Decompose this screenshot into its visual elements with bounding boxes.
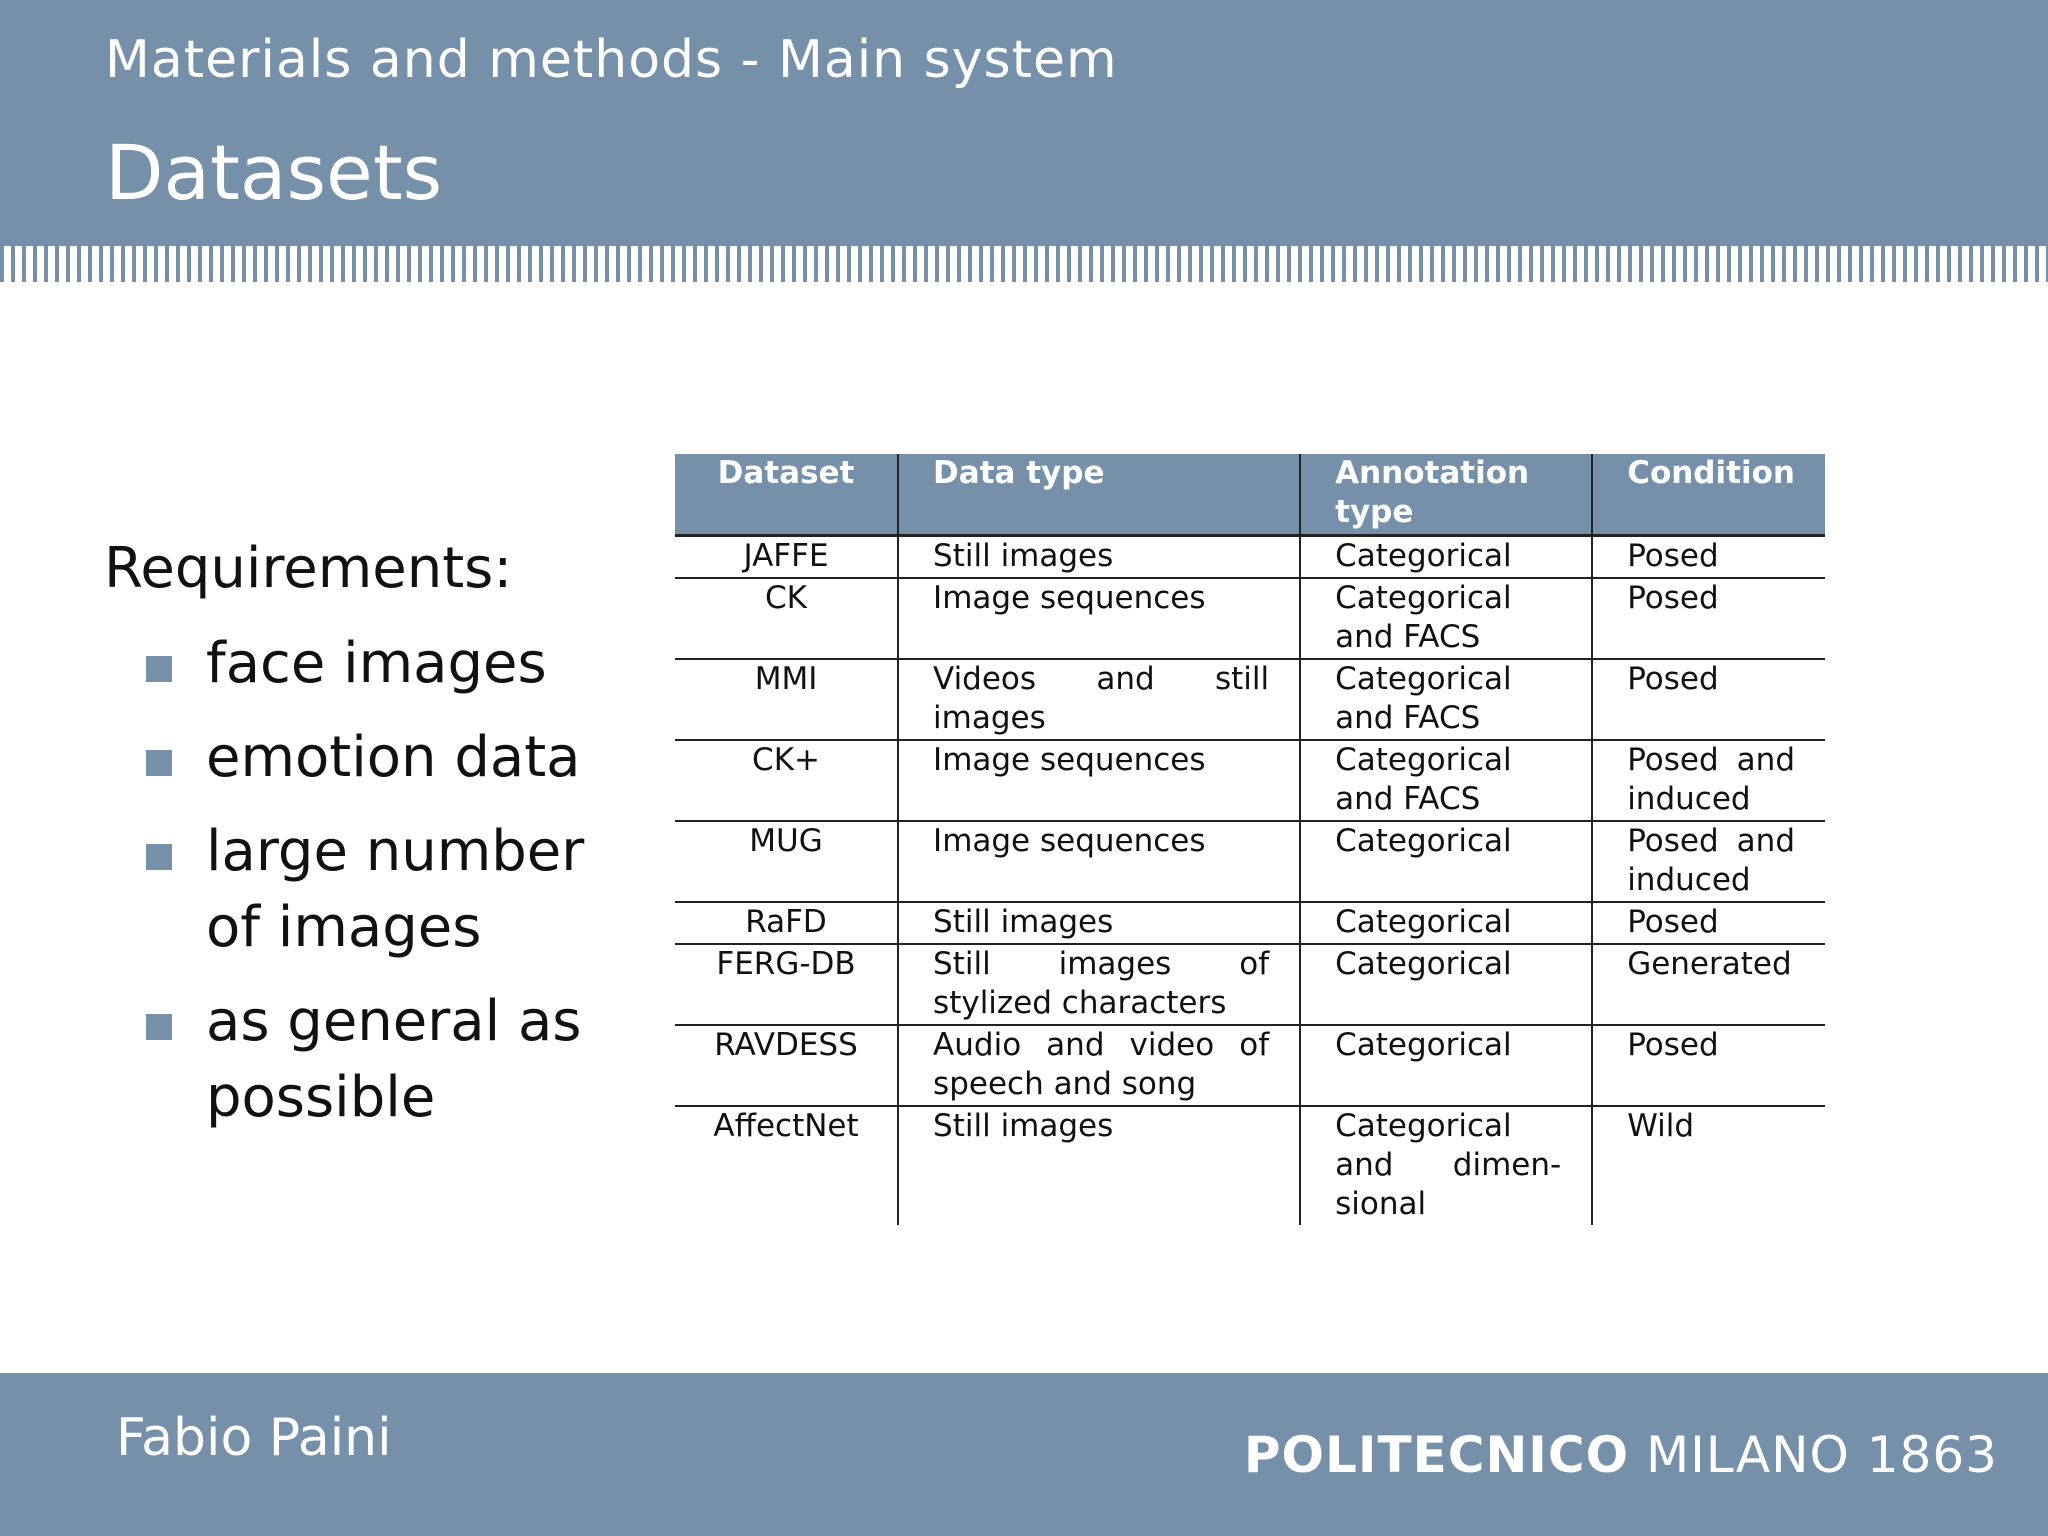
square-bullet-icon: [146, 750, 172, 776]
cell-annotation-type: Categorical and dimen-sional: [1300, 1106, 1592, 1225]
requirement-item: [146, 626, 646, 702]
square-bullet-icon: [146, 656, 172, 682]
table-row: [675, 740, 1825, 821]
header-data-type: Data type: [898, 454, 1300, 536]
cell-data-type: Still images of stylized characters: [898, 944, 1300, 1025]
cell-data-type: Still images: [898, 902, 1300, 944]
cell-data-type: Still images: [898, 536, 1300, 579]
cell-dataset: MUG: [675, 821, 898, 902]
cell-condition: Posed and induced: [1592, 740, 1825, 821]
table-row: [675, 902, 1825, 944]
cell-data-type: Image sequences: [898, 578, 1300, 659]
cell-annotation-type: Categorical: [1300, 902, 1592, 944]
table-row: [675, 821, 1825, 902]
cell-condition: Posed: [1592, 659, 1825, 740]
cell-annotation-type: Categorical: [1300, 1025, 1592, 1106]
author-name: Fabio Paini: [116, 1408, 392, 1468]
cell-dataset: MMI: [675, 659, 898, 740]
cell-annotation-type: Categorical: [1300, 536, 1592, 579]
requirements-heading: Requirements:: [104, 536, 513, 601]
cell-dataset: AffectNet: [675, 1106, 898, 1225]
cell-dataset: FERG-DB: [675, 944, 898, 1025]
table-row: [675, 1106, 1825, 1225]
cell-data-type: Still images: [898, 1106, 1300, 1225]
cell-annotation-type: Categorical and FACS: [1300, 740, 1592, 821]
square-bullet-icon: [146, 844, 172, 870]
frame-title: Datasets: [105, 128, 443, 217]
header-ruler-divider: [0, 246, 2048, 282]
cell-data-type: Videos and still images: [898, 659, 1300, 740]
cell-dataset: RAVDESS: [675, 1025, 898, 1106]
cell-condition: Posed: [1592, 902, 1825, 944]
table-header-row: [675, 454, 1825, 536]
cell-dataset: JAFFE: [675, 536, 898, 579]
university-logo: [1244, 1426, 1998, 1484]
cell-dataset: RaFD: [675, 902, 898, 944]
logo-text: MILANO 1863: [1646, 1426, 1998, 1484]
table-row: [675, 536, 1825, 579]
header-annotation-type: Annotation type: [1300, 454, 1592, 536]
cell-condition: Posed: [1592, 1025, 1825, 1106]
cell-condition: Posed: [1592, 578, 1825, 659]
cell-data-type: Image sequences: [898, 821, 1300, 902]
table-row: [675, 578, 1825, 659]
datasets-table: [675, 454, 1825, 1225]
cell-data-type: Image sequences: [898, 740, 1300, 821]
cell-condition: Generated: [1592, 944, 1825, 1025]
requirement-item: [146, 984, 646, 1136]
requirement-text: face images: [206, 631, 547, 696]
logo-bold-text: POLITECNICO: [1243, 1426, 1630, 1484]
square-bullet-icon: [146, 1014, 172, 1040]
cell-dataset: CK: [675, 578, 898, 659]
cell-data-type: Audio and video of speech and song: [898, 1025, 1300, 1106]
cell-condition: Posed: [1592, 536, 1825, 579]
cell-condition: Posed and induced: [1592, 821, 1825, 902]
cell-dataset: CK+: [675, 740, 898, 821]
requirement-text: as general as possible: [206, 989, 582, 1130]
table-row: [675, 659, 1825, 740]
cell-annotation-type: Categorical and FACS: [1300, 659, 1592, 740]
cell-annotation-type: Categorical and FACS: [1300, 578, 1592, 659]
cell-annotation-type: Categorical: [1300, 944, 1592, 1025]
header-condition: Condition: [1592, 454, 1825, 536]
cell-annotation-type: Categorical: [1300, 821, 1592, 902]
table-row: [675, 1025, 1825, 1106]
table-row: [675, 944, 1825, 1025]
requirement-text: emotion data: [206, 725, 581, 790]
cell-condition: Wild: [1627, 1108, 1695, 1144]
requirement-item: [146, 814, 646, 966]
requirements-list: [146, 626, 646, 1154]
section-title: Materials and methods - Main system: [105, 30, 1118, 90]
requirement-text: large number of images: [206, 819, 585, 960]
requirement-item: [146, 720, 646, 796]
header-dataset: Dataset: [675, 454, 898, 536]
